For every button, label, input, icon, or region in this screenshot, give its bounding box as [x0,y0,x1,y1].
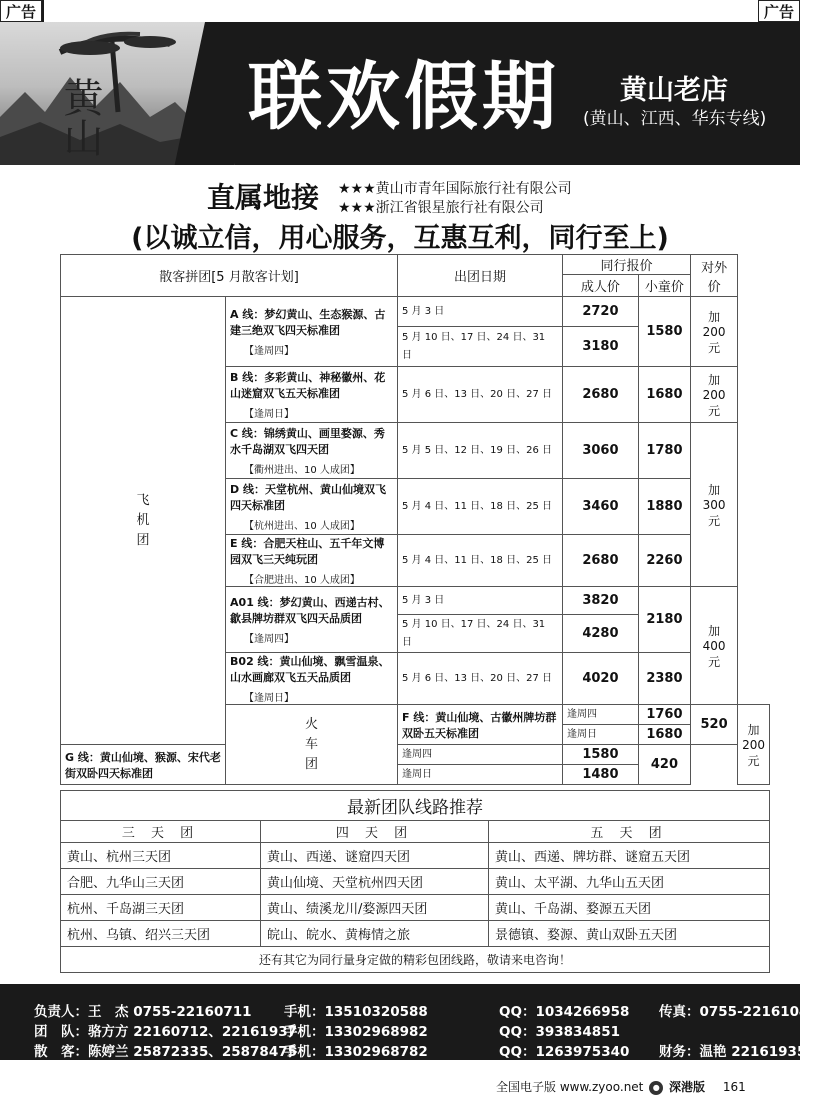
route-scope: (黄山、江西、华东专线) [583,109,767,129]
rec-cell: 黄山、西递、牌坊群、谜窟五天团 [489,843,770,869]
price-table [60,254,770,785]
header-date: 出团日期 [398,255,563,297]
header-external: 对外价 [691,255,738,297]
agency-item: ★★★黄山市青年国际旅行社有限公司 [338,181,572,197]
brand-title: 联欢假期 [248,54,560,140]
route-cell: B02 线：黄山仙境、飘雪温泉、山水画廊双飞五天品质团 【逢周日】 [226,653,398,705]
contact-panel [0,984,818,1060]
edition-label: 全国电子版 [496,1080,557,1094]
route-cell: F 线：黄山仙境、古徽州牌坊群双卧五天标准团 [398,705,563,745]
route-cell: C 线：锦绣黄山、画里婺源、秀水千岛湖双飞四天团 【衢州进出、10 人成团】 [226,423,398,479]
adult-price: 3180 [563,327,639,367]
ad-tag-right: 广告 [758,0,800,22]
date-cell: 5 月 5 日、12 日、19 日、26 日 [398,423,563,479]
header-banner [0,0,800,165]
rec-cell: 景德镇、婺源、黄山双卧五天团 [489,921,770,947]
child-price: 2180 [638,587,690,653]
child-price: 2260 [638,535,690,587]
route-cell: E 线：合肥天柱山、五千年文博园双飞三天纯玩团 【合肥进出、10 人成团】 [226,535,398,587]
col-four-day: 四 天 团 [261,821,489,843]
recommend-footer: 还有其它为同行量身定做的精彩包团线路，敬请来电咨询！ [61,947,770,973]
route-cell: G 线：黄山仙境、猴源、宋代老街双卧四天标准团 [61,745,226,785]
rec-cell: 杭州、乌镇、绍兴三天团 [61,921,261,947]
child-price: 520 [691,705,738,745]
date-cell: 5 月 3 日 [398,297,563,327]
adult-price: 2680 [563,535,639,587]
table-row [61,843,770,869]
date-cell: 5 月 3 日 [398,587,563,615]
ad-tag-left: 广告 [0,0,42,22]
header-child: 小童价 [638,275,690,297]
external-price: 加 200 元 [738,705,770,785]
col-five-day: 五 天 团 [489,821,770,843]
page-number: 161 [722,1080,746,1094]
rec-cell: 黄山、西递、谜窟四天团 [261,843,489,869]
date-cell: 5 月 6 日、13 日、20 日、27 日 [398,367,563,423]
category-plane: 飞机团 [61,297,226,745]
date-cell: 逢周日 [563,725,639,745]
route-cell: A01 线：梦幻黄山、西递古村、歙县牌坊群双飞四天品质团 【逢周四】 [226,587,398,653]
rec-cell: 黄山仙境、天堂杭州四天团 [261,869,489,895]
banner-top-strip [44,0,758,22]
header-route: 散客拼团[5 月散客计划] [61,255,398,297]
edition-badge: 深港版 [669,1080,706,1094]
rec-cell: 黄山、太平湖、九华山五天团 [489,869,770,895]
table-row [61,297,770,327]
rec-cell: 黄山、杭州三天团 [61,843,261,869]
rec-cell: 皖山、皖水、黄梅情之旅 [261,921,489,947]
shop-name: 黄山老店 [620,75,728,106]
table-row [61,895,770,921]
child-price: 1580 [638,297,690,367]
child-price: 420 [638,745,690,785]
adult-price: 2720 [563,297,639,327]
slogan: (以诚立信，用心服务，互惠互利，同行至上) [131,223,669,254]
header-price: 同行报价 [563,255,691,275]
table-row [61,745,770,765]
route-cell: B 线：多彩黄山、神秘徽州、花山迷窟双飞五天标准团 【逢周日】 [226,367,398,423]
recommend-header-row [61,821,770,843]
adult-price: 3820 [563,587,639,615]
site-url[interactable]: www.zyoo.net [559,1080,644,1094]
table-header-row [61,255,770,275]
rec-cell: 合肥、九华山三天团 [61,869,261,895]
external-price: 加 200 元 [691,367,738,423]
external-price: 加 300 元 [691,423,738,587]
rec-cell: 黄山、千岛湖、婺源五天团 [489,895,770,921]
child-price: 1880 [638,479,690,535]
page-footer [496,1078,746,1095]
agency-item: ★★★浙江省银星旅行社有限公司 [338,200,544,216]
adult-price: 1480 [563,765,639,785]
header-adult: 成人价 [563,275,639,297]
contact-row: 负责人：王 杰 0755-22160711 手机：13510320588 QQ：1034266958 传真：0755-22161047 [34,1004,818,1020]
external-price: 加 200 元 [691,297,738,367]
adult-price: 1580 [563,745,639,765]
date-cell: 逢周四 [563,705,639,725]
recommend-title: 最新团队线路推荐 [61,791,770,821]
child-price: 1680 [638,367,690,423]
col-three-day: 三 天 团 [61,821,261,843]
seal-icon: ● [649,1081,663,1095]
adult-price: 3460 [563,479,639,535]
adult-price: 4280 [563,615,639,653]
route-cell: A 线：梦幻黄山、生态猴源、古建三绝双飞四天标准团 【逢周四】 [226,297,398,367]
date-cell: 5 月 6 日、13 日、20 日、27 日 [398,653,563,705]
child-price: 1780 [638,423,690,479]
date-cell: 逢周四 [398,745,563,765]
adult-price: 1760 [638,705,690,725]
date-cell: 5 月 10 日、17 日、24 日、31 日 [398,615,563,653]
adult-price: 3060 [563,423,639,479]
recommend-table [60,790,770,973]
date-cell: 逢周日 [398,765,563,785]
adult-price: 1680 [638,725,690,745]
adult-price: 4020 [563,653,639,705]
external-price: 加 400 元 [691,587,738,705]
table-row [61,869,770,895]
date-cell: 5 月 4 日、11 日、18 日、25 日 [398,479,563,535]
contact-row: 团 队：骆方方 22160712、22161937手机：13302968982 QQ：393834851 [34,1024,620,1040]
direct-agency-label: 直属地接 [207,181,320,214]
category-train: 火车团 [226,705,398,785]
adult-price: 2680 [563,367,639,423]
route-cell: D 线：天堂杭州、黄山仙境双飞四天标准团 【杭州进出、10 人成团】 [226,479,398,535]
rec-cell: 杭州、千岛湖三天团 [61,895,261,921]
contact-row: 散 客：陈婷兰 25872335、25878475手机：13302968782 QQ：1263975340 财务：温艳 22161935 [34,1044,807,1060]
date-cell: 5 月 10 日、17 日、24 日、31 日 [398,327,563,367]
child-price: 2380 [638,653,690,705]
table-row [61,921,770,947]
rec-cell: 黄山、绩溪龙川/婺源四天团 [261,895,489,921]
date-cell: 5 月 4 日、11 日、18 日、25 日 [398,535,563,587]
logo-calligraphy: 黄山 [57,77,103,157]
